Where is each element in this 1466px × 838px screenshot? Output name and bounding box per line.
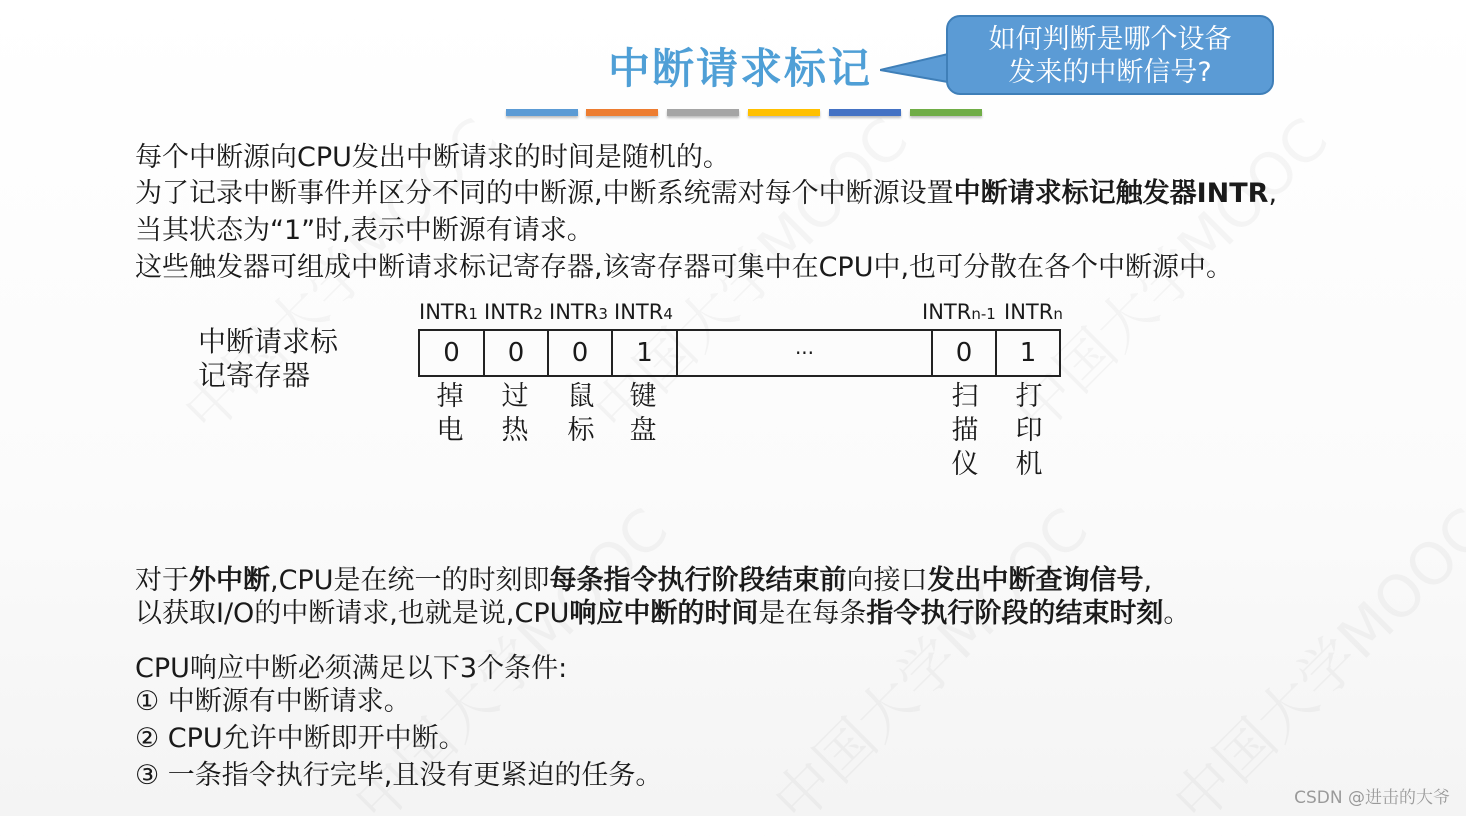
device-label: 掉电	[436, 381, 464, 446]
register-cell: 1	[1019, 338, 1037, 368]
subscript: 4	[663, 305, 673, 323]
condition-item: ③ 一条指令执行完毕,且没有更紧迫的任务。	[135, 760, 663, 791]
condition-item: ① 中断源有中断请求。	[135, 686, 411, 717]
text: 是在每条	[758, 598, 867, 629]
paragraph-1-line-1: 每个中断源向CPU发出中断请求的时间是随机的。	[135, 142, 730, 173]
background-watermark	[751, 486, 1103, 838]
register-header: INTRn	[1004, 300, 1063, 324]
text: 对于	[135, 565, 189, 596]
subscript: 2	[533, 305, 543, 323]
register-header: INTR3	[549, 300, 608, 324]
text: ,	[1268, 178, 1278, 209]
bold-text: 每条指令执行阶段结束前	[549, 565, 847, 596]
register-header: INTR2	[484, 300, 543, 324]
device-label: 键盘	[629, 381, 657, 446]
paragraph-1-line-2	[135, 176, 1277, 212]
slide-title: 中断请求标记	[607, 44, 872, 93]
device-label: 打印机	[1015, 381, 1043, 480]
paragraph-2-line-2	[135, 596, 1190, 632]
text: 以获取I/O的中断请求,也就是说,CPU	[135, 598, 570, 629]
color-bar	[748, 109, 820, 116]
bold-text: 外中断	[189, 565, 270, 596]
device-label: 鼠标	[567, 381, 595, 446]
register-header: INTRn-1	[922, 300, 996, 324]
text: 。	[1163, 598, 1191, 629]
text: ,CPU是在统一的时刻即	[270, 565, 550, 596]
condition-item: ② CPU允许中断即开中断。	[135, 723, 466, 754]
bold-text: 指令执行阶段的结束时刻	[866, 598, 1164, 629]
color-bar	[586, 109, 658, 116]
callout-line-1: 如何判断是哪个设备	[988, 24, 1232, 55]
color-bar	[910, 109, 982, 116]
subscript: 3	[598, 305, 608, 323]
interrupt-request-register	[418, 329, 1061, 377]
text: 为了记录中断事件并区分不同的中断源,中断系统需对每个中断源设置	[135, 178, 954, 209]
register-cell: 0	[549, 331, 613, 375]
device-label: 扫描仪	[951, 381, 979, 480]
callout-line-2: 发来的中断信号?	[1008, 57, 1212, 88]
register-label-line-2: 记寄存器	[198, 359, 311, 392]
csdn-watermark: CSDN @进击的大爷	[1294, 788, 1450, 808]
subscript: 1	[468, 305, 478, 323]
callout-bubble	[946, 15, 1274, 95]
paragraph-1-line-3: 当其状态为“1”时,表示中断源有请求。	[135, 215, 594, 246]
register-label-line-1: 中断请求标	[198, 325, 339, 358]
subscript: n	[1053, 305, 1063, 323]
register-cell: 0	[485, 331, 549, 375]
text: 向接口	[846, 565, 928, 596]
register-header: INTR1	[419, 300, 478, 324]
device-label: 过热	[501, 381, 529, 446]
register-ellipsis-cell: ···	[678, 331, 933, 375]
color-bar	[667, 109, 739, 116]
paragraph-1-line-4: 这些触发器可组成中断请求标记寄存器,该寄存器可集中在CPU中,也可分散在各个中断源中。	[135, 252, 1234, 283]
text: ,	[1143, 565, 1153, 596]
color-bar	[506, 109, 578, 116]
bold-text: 发出中断查询信号	[927, 565, 1144, 596]
paragraph-2-line-1	[135, 563, 1152, 599]
bold-text: 中断请求标记触发器INTR	[953, 178, 1269, 209]
conditions-intro: CPU响应中断必须满足以下3个条件:	[135, 653, 568, 684]
register-cell: 1	[613, 331, 678, 375]
register-cell: 0	[420, 331, 485, 375]
register-cell: 0	[933, 331, 997, 375]
callout-pointer	[880, 46, 952, 86]
subscript: n-1	[971, 305, 996, 323]
color-bar	[829, 109, 901, 116]
bold-text: 响应中断的时间	[569, 598, 759, 629]
register-label	[198, 325, 338, 393]
register-header: INTR4	[614, 300, 673, 324]
